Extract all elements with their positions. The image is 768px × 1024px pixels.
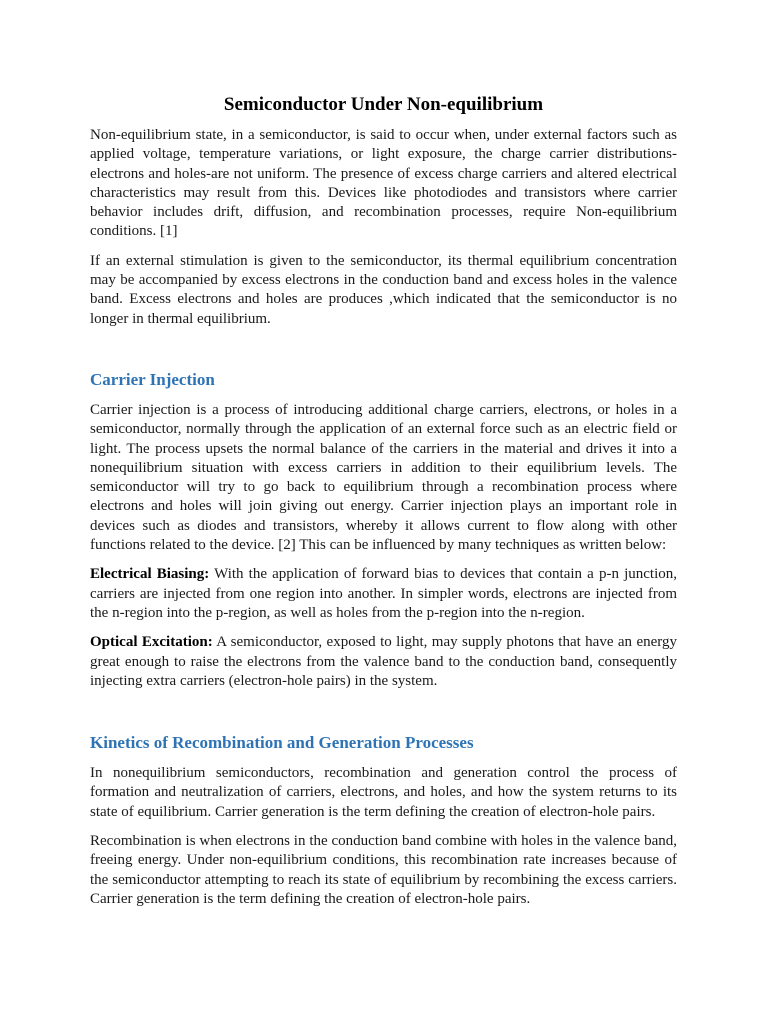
optical-excitation-paragraph [90,633,677,691]
document-title: Semiconductor Under Non-equilibrium [223,94,544,115]
electrical-biasing-paragraph [90,565,677,623]
electrical-biasing-text: With the application of forward bias to devices that contain a p-n junction, carriers are injected from one region into another. In simpler words, electrons are injected from the n-region into the p-region, as well as holes from the p-region into the n-region. [90,566,677,621]
document-page [90,92,677,919]
optical-excitation-text: A semiconductor, exposed to light, may supply photons that have an energy great enough to raise the electrons from the valence band to the conduction band, consequently injecting extra carriers (electron-hole pairs) in the system. [90,634,677,689]
kinetics-paragraph-1: In nonequilibrium semiconductors, recombination and generation control the process of formation and neutralization of carriers, electrons, and holes, and how the system returns to its state of equilibrium. Carrier generation is the term defining the creation of electron-hole pairs. [90,765,677,820]
intro-paragraph-2: If an external stimulation is given to the semiconductor, its thermal equilibrium concentration may be accompanied by excess electrons in the conduction band and excess holes in the valence band. Excess electrons and holes are produces ,which indicated that the semiconductor is no longer in thermal equilibrium. [90,252,677,327]
electrical-biasing-label: Electrical Biasing: [90,566,210,583]
kinetics-paragraph-2: Recombination is when electrons in the conduction band combine with holes in the valence band, freeing energy. Under non-equilibrium conditions, this recombination rate increases because of the semiconductor attempting to reach its state of equilibrium by recombining the excess carriers. Carrier generation is the term defining the creation of electron-hole pairs. [90,833,677,907]
optical-excitation-label: Optical Excitation: [90,634,213,651]
carrier-injection-paragraph: Carrier injection is a process of introducing additional charge carriers, electrons, or holes in a semiconductor, normally through the application of an external force such as an electric field or light. The process upsets the normal balance of the carriers in the material and drives it into a nonequilibrium situation with excess carriers in addition to their equilibrium levels. The semiconductor will try to go back to equilibrium through a recombination process where electrons and holes will join giving out energy. Carrier injection plays an important role in devices such as diodes and transistors, whereby it allows current to flow along with other functions related to the device. [2] This can be influenced by many techniques as written below: [90,401,677,554]
intro-paragraph-1: Non-equilibrium state, in a semiconductor, is said to occur when, under external factors such as applied voltage, temperature variations, or light exposure, the charge carrier distributions-electrons and holes-are not uniform. The presence of excess charge carriers and altered electrical characteristics may result from this. Devices like photodiodes and transistors where carrier behavior includes drift, diffusion, and recombination processes, require Non-equilibrium conditions. [1] [90,127,677,240]
section-heading-carrier-injection: Carrier Injection [90,369,215,389]
section-heading-kinetics: Kinetics of Recombination and Generation Processes [90,733,474,753]
